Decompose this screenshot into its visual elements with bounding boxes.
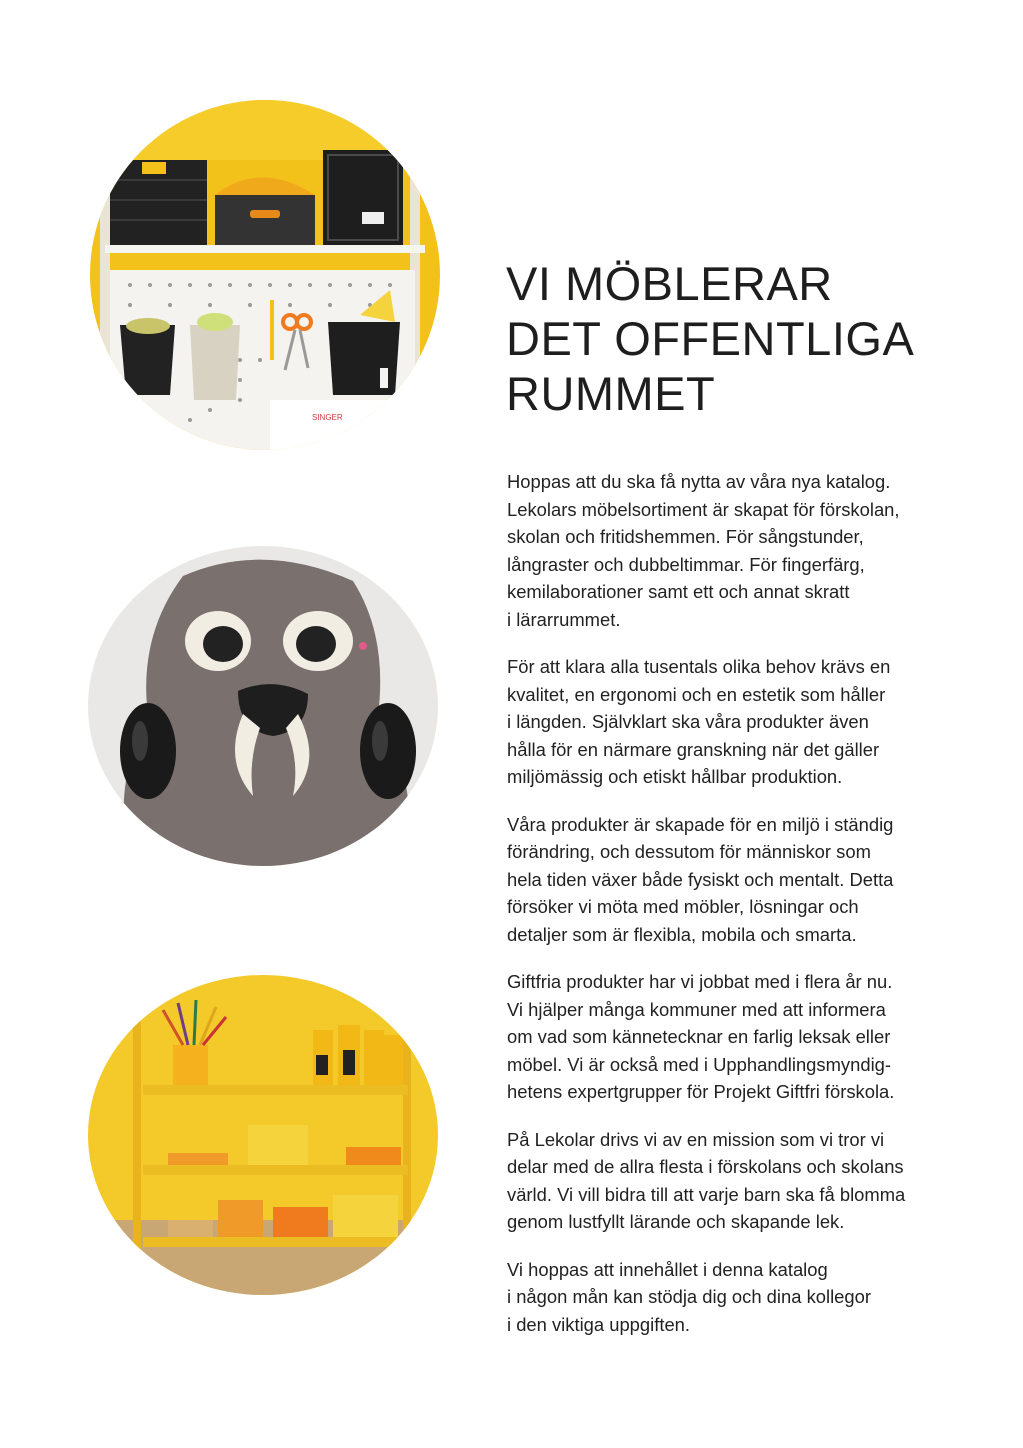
paragraph: För att klara alla tusentals olika behov krävs en kvalitet, en ergonomi och en estetik som håller i längden. Självklart ska våra produkter även hålla för en närmare granskning när det gäller miljömässig och etiskt hållbar produktion. xyxy=(507,656,891,787)
machine-label: SINGER xyxy=(312,413,343,422)
paragraph: På Lekolar drivs vi av en mission som vi tror vi delar med de allra flesta i förskolans och skolans värld. Vi vill bidra till att varje barn ska få blomma genom lustfyllt lärande och skapande lek. xyxy=(507,1128,906,1232)
title-line: RUMMET xyxy=(506,367,716,420)
paragraph: Våra produkter är skapade för en miljö i ständig förändring, och dessutom för människor som hela tiden växer både fysiskt och mentalt. Detta försöker vi möta med möbler, lösningar och detaljer som är flexibla, mobila och smarta. xyxy=(507,813,894,945)
trolley-photo xyxy=(88,975,438,1295)
paragraph: Vi hoppas att innehållet i denna katalog i någon mån kan stödja dig och dina kollegor i den viktiga uppgiften. xyxy=(507,1258,871,1335)
title-line: VI MÖBLERAR xyxy=(506,257,833,310)
body-text xyxy=(507,468,947,1358)
shelf-photo xyxy=(90,100,440,450)
paragraph: Hoppas att du ska få nytta av våra nya katalog. Lekolars möbelsortiment är skapat för förskolan, skolan och fritidshemmen. För sångstunder, långraster och dubbeltimmar. För fingerfärg, kemilaborationer samt ett och annat skratt i lärarrummet. xyxy=(507,471,900,630)
walrus-beanbag-photo xyxy=(88,546,438,866)
paragraph: Giftfria produkter har vi jobbat med i flera år nu. Vi hjälper många kommuner med att informera om vad som kännetecknar en farlig leksak eller möbel. Vi är också med i Upphandlingsmyndig- hetens expertgrupper för Projekt Giftfri förskola. xyxy=(507,971,895,1102)
title-line: DET OFFENTLIGA xyxy=(506,312,915,365)
page-title xyxy=(506,256,946,421)
